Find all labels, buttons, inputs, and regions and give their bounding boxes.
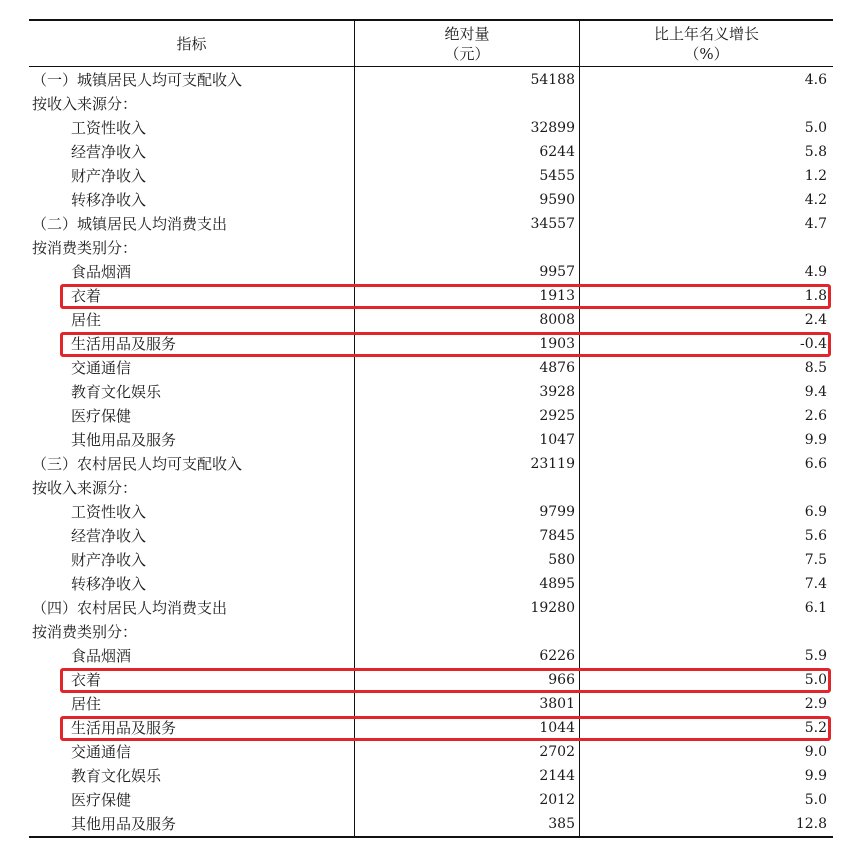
table-row bbox=[29, 404, 833, 428]
table-row bbox=[29, 116, 833, 140]
table-row bbox=[29, 140, 833, 164]
row-label: 其他用品及服务 bbox=[71, 431, 177, 449]
row-growth-value: 2.6 bbox=[804, 408, 827, 424]
row-growth-value: 2.9 bbox=[804, 696, 827, 712]
row-absolute-value: 966 bbox=[548, 672, 575, 688]
row-growth-value: 9.0 bbox=[804, 744, 827, 760]
row-growth-value: 5.2 bbox=[804, 720, 827, 736]
table-row bbox=[29, 500, 833, 524]
table-row bbox=[29, 212, 833, 236]
row-growth-value: 5.0 bbox=[804, 120, 827, 136]
row-label: 工资性收入 bbox=[71, 503, 147, 521]
row-label: 教育文化娱乐 bbox=[71, 383, 162, 401]
row-absolute-value: 1044 bbox=[539, 720, 575, 736]
header-growth bbox=[580, 21, 833, 66]
row-label: 生活用品及服务 bbox=[71, 335, 177, 353]
row-label: 食品烟酒 bbox=[71, 647, 132, 665]
row-growth-value: 6.6 bbox=[804, 456, 827, 472]
row-label: 经营净收入 bbox=[71, 143, 147, 161]
row-label: 其他用品及服务 bbox=[71, 815, 177, 833]
header-absolute-unit: （元） bbox=[444, 44, 490, 63]
table-row bbox=[29, 356, 833, 380]
table-bottom-rule bbox=[29, 836, 833, 838]
header-indicator bbox=[29, 21, 354, 66]
row-growth-value: 5.6 bbox=[804, 528, 827, 544]
row-absolute-value: 2925 bbox=[539, 408, 575, 424]
row-label: 交通通信 bbox=[71, 743, 132, 761]
row-label: 按消费类别分： bbox=[32, 239, 138, 257]
row-label: 按收入来源分： bbox=[32, 95, 138, 113]
row-label: 居住 bbox=[71, 311, 102, 329]
row-label: 教育文化娱乐 bbox=[71, 767, 162, 785]
row-growth-value: 12.8 bbox=[795, 816, 827, 832]
row-label: 食品烟酒 bbox=[71, 263, 132, 281]
row-label: 财产净收入 bbox=[71, 551, 147, 569]
row-absolute-value: 1913 bbox=[539, 288, 575, 304]
row-label: 生活用品及服务 bbox=[71, 719, 177, 737]
table-row bbox=[29, 788, 833, 812]
row-absolute-value: 2012 bbox=[539, 792, 575, 808]
row-growth-value: 5.9 bbox=[804, 648, 827, 664]
row-growth-value: 7.4 bbox=[804, 576, 827, 592]
row-absolute-value: 1047 bbox=[539, 432, 575, 448]
row-label: （四）农村居民人均消费支出 bbox=[32, 599, 228, 617]
table-row bbox=[29, 644, 833, 668]
row-absolute-value: 580 bbox=[548, 552, 575, 568]
row-growth-value: 9.9 bbox=[804, 768, 827, 784]
highlight-box bbox=[60, 332, 831, 357]
row-growth-value: -0.4 bbox=[800, 336, 827, 352]
row-absolute-value: 32899 bbox=[530, 120, 575, 136]
header-bottom-rule bbox=[29, 66, 833, 67]
row-label: 工资性收入 bbox=[71, 119, 147, 137]
row-absolute-value: 3928 bbox=[539, 384, 575, 400]
row-growth-value: 4.9 bbox=[804, 264, 827, 280]
row-absolute-value: 385 bbox=[548, 816, 575, 832]
highlight-box bbox=[60, 716, 831, 741]
row-label: （一）城镇居民人均可支配收入 bbox=[32, 71, 243, 89]
row-growth-value: 7.5 bbox=[804, 552, 827, 568]
row-absolute-value: 7845 bbox=[539, 528, 575, 544]
row-absolute-value: 34557 bbox=[530, 216, 575, 232]
table-row bbox=[29, 452, 833, 476]
table-row bbox=[29, 380, 833, 404]
row-growth-value: 6.9 bbox=[804, 504, 827, 520]
row-absolute-value: 2144 bbox=[539, 768, 575, 784]
row-label: 转移净收入 bbox=[71, 575, 147, 593]
row-absolute-value: 9799 bbox=[539, 504, 575, 520]
header-indicator-label: 指标 bbox=[176, 34, 207, 53]
row-label: （二）城镇居民人均消费支出 bbox=[32, 215, 228, 233]
table-row bbox=[29, 812, 833, 836]
row-absolute-value: 3801 bbox=[539, 696, 575, 712]
table-row bbox=[29, 164, 833, 188]
row-absolute-value: 2702 bbox=[539, 744, 575, 760]
row-growth-value: 5.0 bbox=[804, 792, 827, 808]
row-label: 按消费类别分： bbox=[32, 623, 138, 641]
table-row bbox=[29, 764, 833, 788]
table-row bbox=[29, 572, 833, 596]
row-absolute-value: 54188 bbox=[530, 72, 575, 88]
table-row bbox=[29, 476, 833, 500]
row-growth-value: 2.4 bbox=[804, 312, 827, 328]
table-row bbox=[29, 692, 833, 716]
highlight-box bbox=[60, 668, 831, 693]
table-row bbox=[29, 596, 833, 620]
row-label: 转移净收入 bbox=[71, 191, 147, 209]
table-row bbox=[29, 524, 833, 548]
row-absolute-value: 4895 bbox=[539, 576, 575, 592]
table-row bbox=[29, 740, 833, 764]
table-row bbox=[29, 236, 833, 260]
table-row bbox=[29, 260, 833, 284]
table-row bbox=[29, 620, 833, 644]
row-label: 衣着 bbox=[71, 287, 102, 305]
row-growth-value: 5.8 bbox=[804, 144, 827, 160]
table-row bbox=[29, 92, 833, 116]
row-label: （三）农村居民人均可支配收入 bbox=[32, 455, 243, 473]
row-label: 医疗保健 bbox=[71, 407, 132, 425]
row-absolute-value: 19280 bbox=[530, 600, 575, 616]
row-label: 衣着 bbox=[71, 671, 102, 689]
table-row bbox=[29, 428, 833, 452]
row-growth-value: 9.4 bbox=[804, 384, 827, 400]
row-absolute-value: 8008 bbox=[539, 312, 575, 328]
row-absolute-value: 23119 bbox=[530, 456, 575, 472]
header-growth-label: 比上年名义增长 bbox=[653, 24, 759, 43]
row-label: 居住 bbox=[71, 695, 102, 713]
row-growth-value: 5.0 bbox=[804, 672, 827, 688]
row-growth-value: 6.1 bbox=[804, 600, 827, 616]
row-absolute-value: 4876 bbox=[539, 360, 575, 376]
row-growth-value: 9.9 bbox=[804, 432, 827, 448]
header-growth-unit: （%） bbox=[684, 44, 729, 63]
table-row bbox=[29, 308, 833, 332]
table-row bbox=[29, 548, 833, 572]
table-row bbox=[29, 188, 833, 212]
row-absolute-value: 5455 bbox=[539, 168, 575, 184]
row-label: 经营净收入 bbox=[71, 527, 147, 545]
row-label: 交通通信 bbox=[71, 359, 132, 377]
row-growth-value: 4.7 bbox=[804, 216, 827, 232]
highlight-box bbox=[60, 284, 831, 309]
row-absolute-value: 9957 bbox=[539, 264, 575, 280]
row-growth-value: 4.6 bbox=[804, 72, 827, 88]
row-absolute-value: 6226 bbox=[539, 648, 575, 664]
row-absolute-value: 9590 bbox=[539, 192, 575, 208]
table-row bbox=[29, 68, 833, 92]
header-absolute-label: 绝对量 bbox=[444, 24, 490, 43]
row-growth-value: 1.8 bbox=[804, 288, 827, 304]
row-label: 医疗保健 bbox=[71, 791, 132, 809]
row-absolute-value: 6244 bbox=[539, 144, 575, 160]
header-absolute bbox=[355, 21, 579, 66]
row-label: 财产净收入 bbox=[71, 167, 147, 185]
row-growth-value: 1.2 bbox=[804, 168, 827, 184]
row-growth-value: 8.5 bbox=[804, 360, 827, 376]
row-label: 按收入来源分： bbox=[32, 479, 138, 497]
row-absolute-value: 1903 bbox=[539, 336, 575, 352]
row-growth-value: 4.2 bbox=[804, 192, 827, 208]
